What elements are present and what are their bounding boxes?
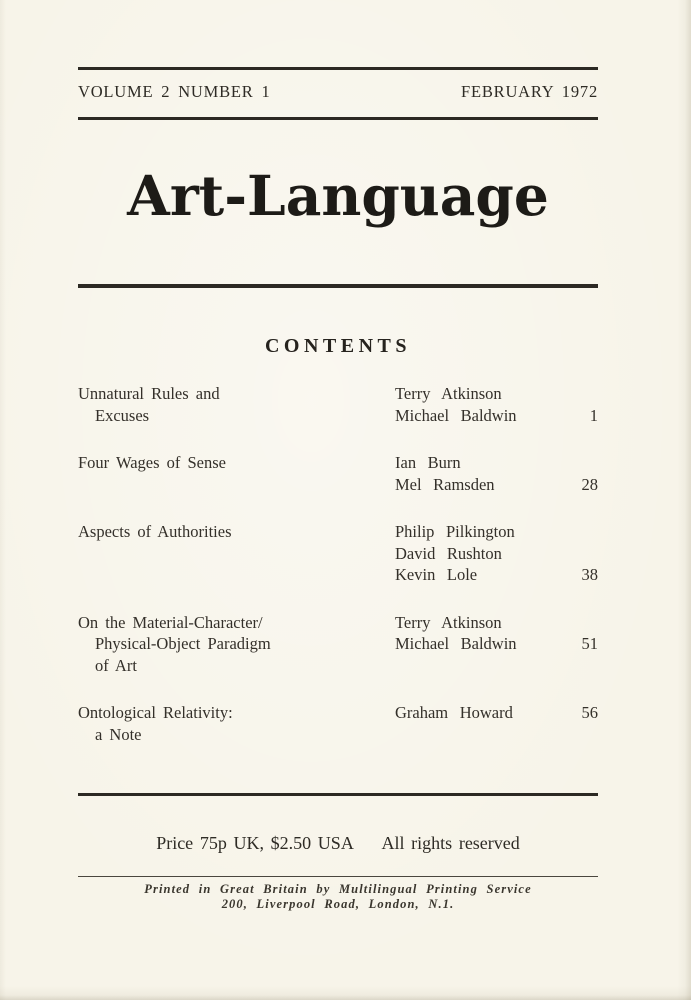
toc-entry-title xyxy=(78,612,395,677)
imprint-line: 200, Liverpool Road, London, N.1. xyxy=(221,896,455,911)
contents-heading: CONTENTS xyxy=(264,335,412,357)
toc-title-line: Unnatural Rules and xyxy=(78,384,220,403)
toc-entry-right xyxy=(395,383,598,426)
masthead xyxy=(78,82,598,102)
toc-entry-right xyxy=(395,702,598,724)
toc-author: Philip Pilkington xyxy=(395,522,515,541)
toc-entry-authors xyxy=(395,702,513,724)
toc-entry xyxy=(78,612,598,677)
toc-author: Michael Baldwin xyxy=(395,405,517,425)
toc-entry-authors xyxy=(395,612,517,655)
toc-entry-authors xyxy=(395,452,495,495)
toc-title-line: Four Wages of Sense xyxy=(78,453,226,472)
toc-author: Kevin Lole xyxy=(395,565,478,584)
toc-entry-authors xyxy=(395,383,517,426)
printer-imprint xyxy=(78,882,598,911)
toc-entry-right xyxy=(395,521,598,586)
toc-page-number: 56 xyxy=(581,703,598,722)
top-divider xyxy=(78,67,598,70)
toc-title-line: a Note xyxy=(95,724,142,744)
toc-entry-right xyxy=(395,452,598,495)
issue-date-label: FEBRUARY 1972 xyxy=(461,82,598,101)
toc-title-line: On the Material-Character/ xyxy=(78,612,263,632)
toc-author: Michael Baldwin xyxy=(395,634,517,653)
toc-entry xyxy=(78,702,598,745)
toc-entry xyxy=(78,521,598,586)
toc-entry xyxy=(78,383,598,426)
toc-entry xyxy=(78,452,598,495)
toc-entry-title xyxy=(78,521,395,543)
toc-page-number: 51 xyxy=(581,634,598,653)
masthead-divider xyxy=(78,117,598,120)
imprint-line: Printed in Great Britain by Multilingual Printing Service xyxy=(144,882,532,896)
rights-label: All rights reserved xyxy=(381,833,520,853)
footer-divider xyxy=(78,793,598,796)
title-divider xyxy=(78,284,598,288)
toc-author: Ian Burn xyxy=(395,453,461,472)
volume-number-label: VOLUME 2 NUMBER 1 xyxy=(78,82,271,101)
journal-title: Art-Language xyxy=(127,163,549,228)
imprint-divider xyxy=(78,876,598,877)
toc-entry-right xyxy=(395,612,598,655)
toc-entry-title xyxy=(78,383,395,426)
toc-page-number: 38 xyxy=(581,565,598,584)
toc-entry-title xyxy=(78,702,395,745)
toc-entry-authors xyxy=(395,521,515,586)
price-line xyxy=(78,833,598,854)
toc-author: Terry Atkinson xyxy=(395,612,502,632)
toc-author: Graham Howard xyxy=(395,703,513,722)
toc-title-line: of Art xyxy=(95,655,137,675)
toc-author: David Rushton xyxy=(395,543,502,563)
toc-entry-title xyxy=(78,452,395,474)
table-of-contents xyxy=(78,383,598,771)
price-label: Price 75p UK, $2.50 USA xyxy=(156,833,353,853)
toc-page-number: 1 xyxy=(589,405,598,425)
toc-title-line: Physical-Object Paradigm xyxy=(95,634,271,653)
toc-page-number: 28 xyxy=(581,474,598,494)
toc-title-line: Ontological Relativity: xyxy=(78,703,233,722)
toc-title-line: Excuses xyxy=(95,405,150,425)
toc-author: Terry Atkinson xyxy=(395,384,502,403)
toc-title-line: Aspects of Authorities xyxy=(78,522,232,541)
toc-author: Mel Ramsden xyxy=(395,474,495,494)
